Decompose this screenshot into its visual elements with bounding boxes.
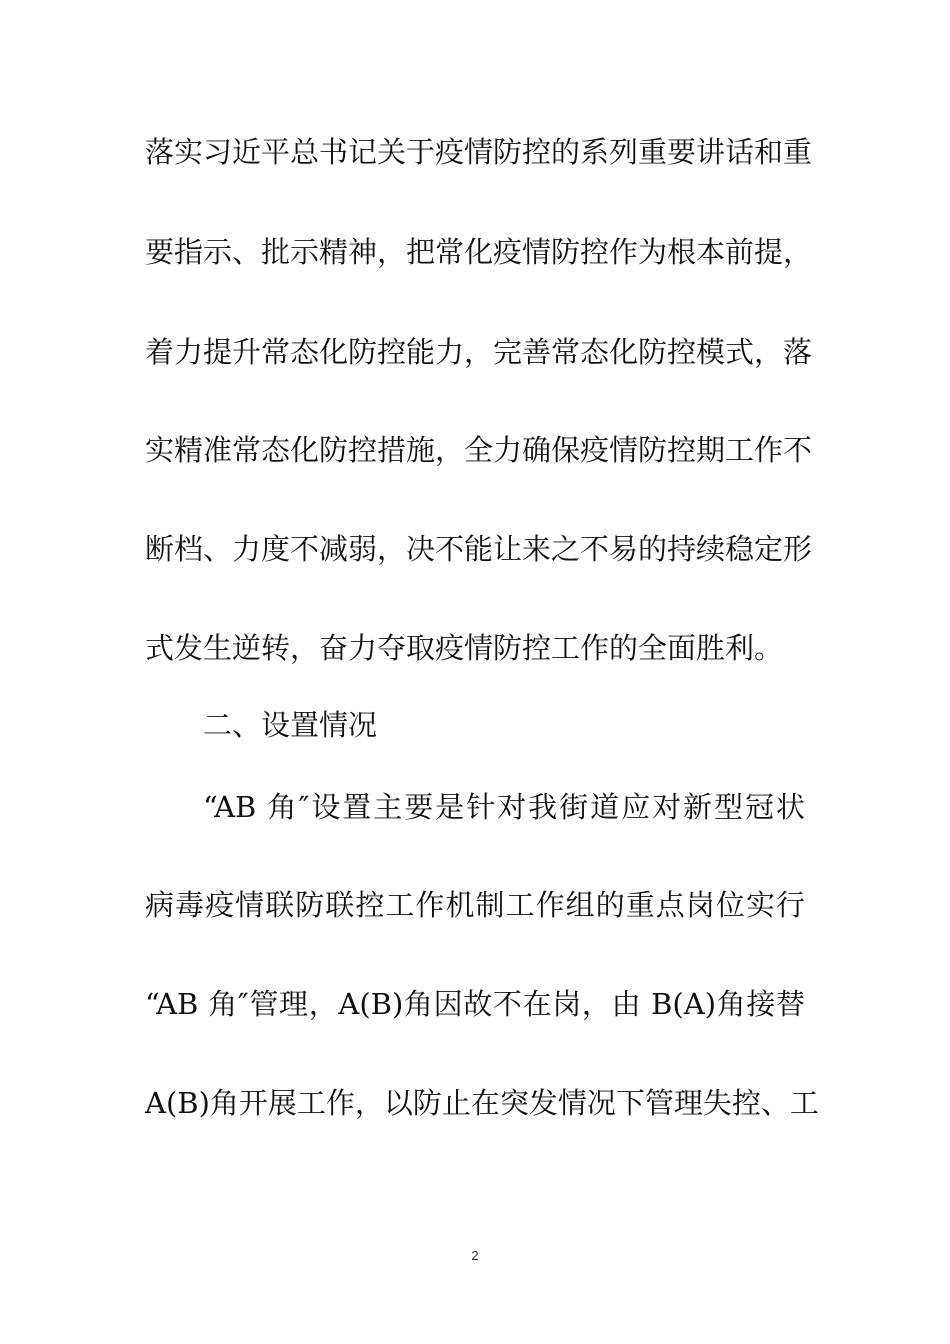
paragraph-line: 要指示、批示精神，把常化疫情防控作为根本前提，: [145, 235, 813, 269]
paragraph-line: “AB 角″设置主要是针对我街道应对新型冠状: [203, 790, 805, 824]
paragraph-line: 断档、力度不减弱，决不能让来之不易的持续稳定形: [145, 532, 813, 566]
section-heading: 二、设置情况: [203, 708, 378, 742]
page-number: 2: [471, 1248, 479, 1263]
paragraph-line: 式发生逆转，奋力夺取疫情防控工作的全面胜利。: [145, 631, 784, 665]
paragraph-line: 病毒疫情联防联控工作机制工作组的重点岗位实行: [145, 888, 805, 922]
paragraph-line: “AB 角″管理，A(B)角因故不在岗，由 B(A)角接替: [145, 987, 805, 1021]
paragraph-line: 落实习近平总书记关于疫情防控的系列重要讲话和重: [145, 135, 813, 169]
paragraph-line: 着力提升常态化防控能力，完善常态化防控模式，落: [145, 335, 813, 369]
paragraph-line: A(B)角开展工作，以防止在突发情况下管理失控、工: [145, 1086, 819, 1120]
paragraph-line: 实精准常态化防控措施，全力确保疫情防控期工作不: [145, 433, 813, 467]
